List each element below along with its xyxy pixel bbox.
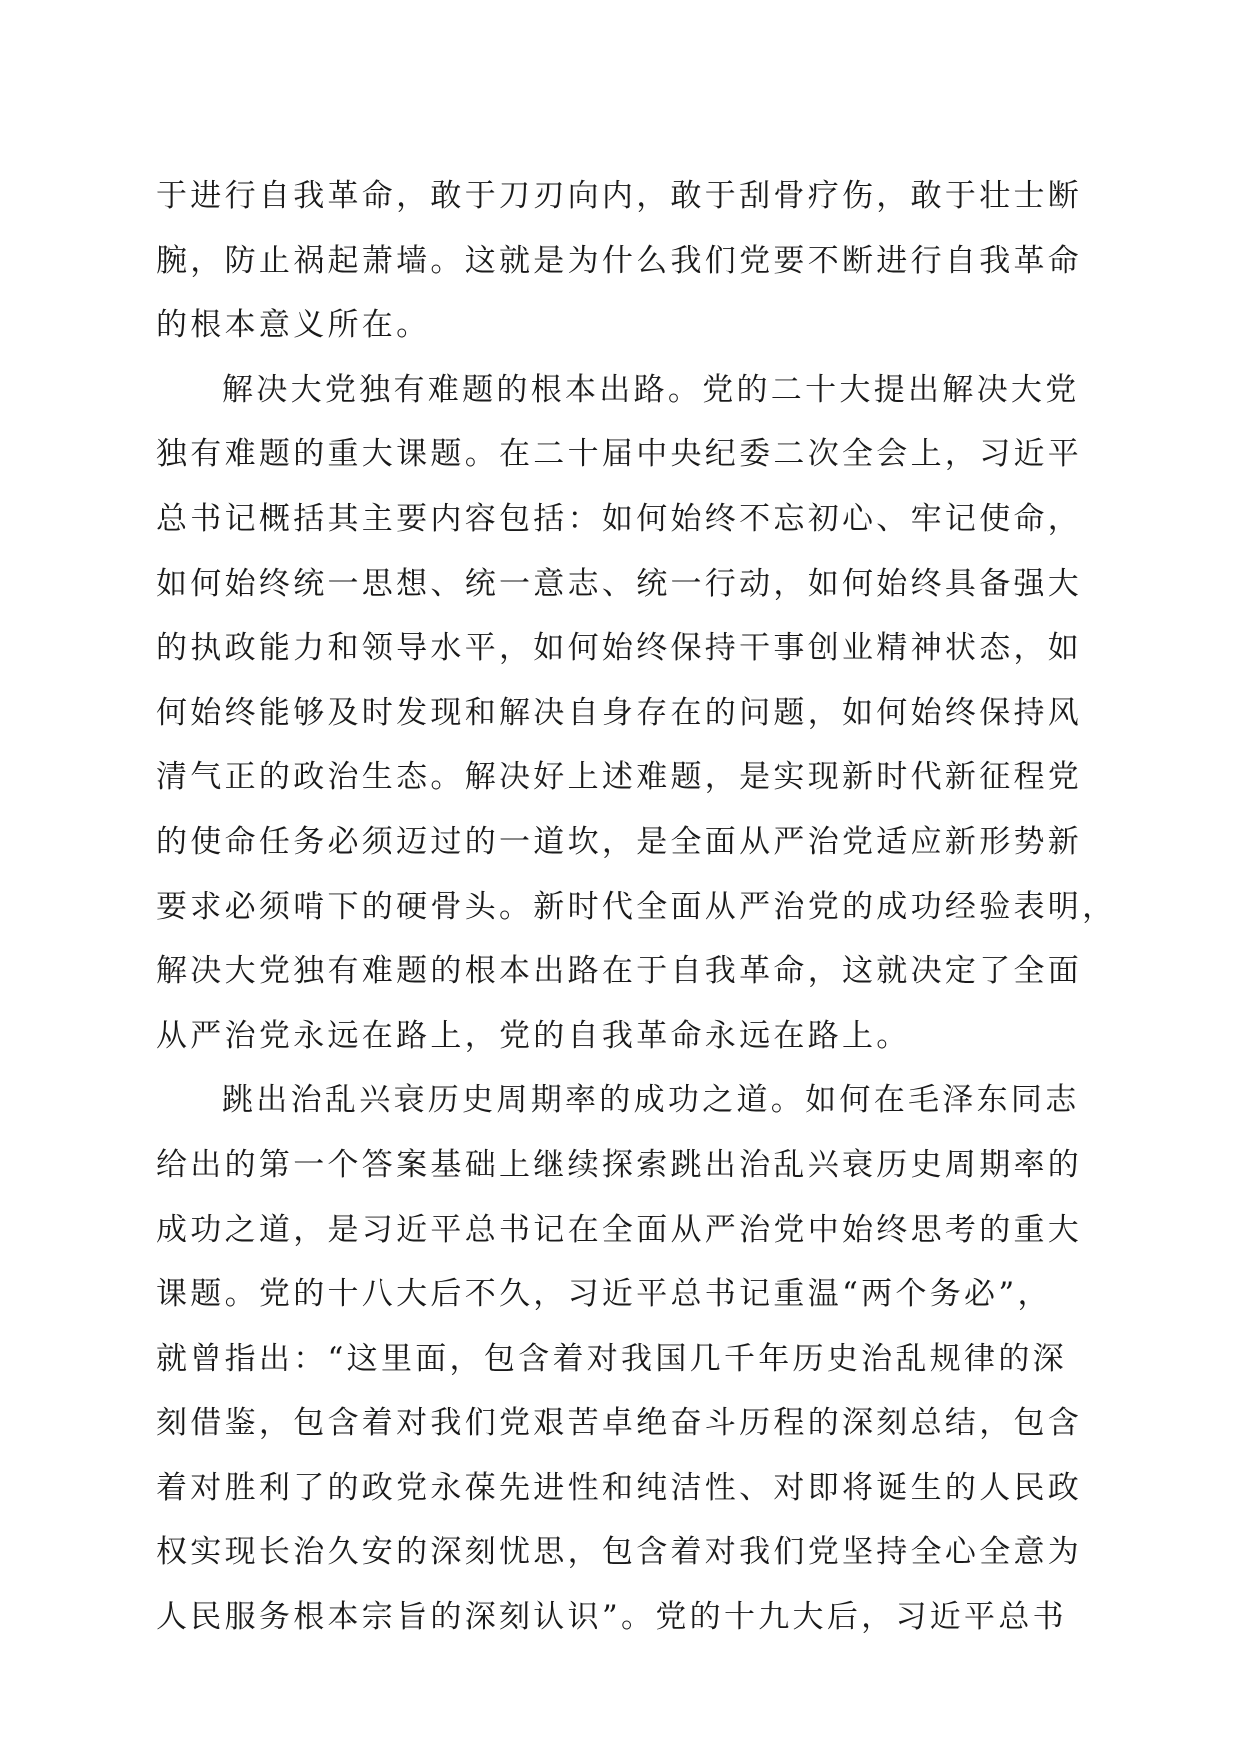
text-line: 总书记概括其主要内容包括：如何始终不忘初心、牢记使命，: [156, 500, 1083, 537]
text-line: 着对胜利了的政党永葆先进性和纯洁性、对即将诞生的人民政: [156, 1469, 1083, 1506]
text-line: 的执政能力和领导水平，如何始终保持干事创业精神状态，如: [156, 630, 1083, 667]
text-line: 给出的第一个答案基础上继续探索跳出治乱兴衰历史周期率的: [156, 1146, 1083, 1183]
paragraph-1: [156, 164, 1086, 358]
text-line: 权实现长治久安的深刻忧思，包含着对我们党坚持全心全意为: [156, 1534, 1083, 1571]
text-line: 腕，防止祸起萧墙。这就是为什么我们党要不断进行自我革命: [156, 242, 1083, 279]
paragraph-3: [156, 1068, 1086, 1649]
text-line: 的根本意义所在。: [156, 307, 431, 344]
paragraph-2: [156, 358, 1117, 1069]
text-line: 要求必须啃下的硬骨头。新时代全面从严治党的成功经验表明，: [156, 888, 1117, 925]
text-line: 解决大党独有难题的根本出路。党的二十大提出解决大党: [222, 371, 1080, 408]
text-line: 的使命任务必须迈过的一道坎，是全面从严治党适应新形势新: [156, 823, 1083, 860]
text-line: 清气正的政治生态。解决好上述难题，是实现新时代新征程党: [156, 759, 1083, 796]
body-text: [156, 164, 1117, 1650]
text-line: 于进行自我革命，敢于刀刃向内，敢于刮骨疗伤，敢于壮士断: [156, 178, 1083, 214]
text-line: 人民服务根本宗旨的深刻认识”。党的十九大后，习近平总书: [156, 1599, 1067, 1636]
text-line: 从严治党永远在路上，党的自我革命永远在路上。: [156, 1017, 911, 1054]
text-line: 课题。党的十八大后不久，习近平总书记重温“两个务必”，: [156, 1276, 1052, 1313]
text-line: 跳出治乱兴衰历史周期率的成功之道。如何在毛泽东同志: [222, 1082, 1080, 1119]
text-line: 何始终能够及时发现和解决自身存在的问题，如何始终保持风: [156, 694, 1083, 731]
text-line: 成功之道，是习近平总书记在全面从严治党中始终思考的重大: [156, 1211, 1083, 1248]
text-line: 解决大党独有难题的根本出路在于自我革命，这就决定了全面: [156, 953, 1083, 990]
text-line: 刻借鉴，包含着对我们党艰苦卓绝奋斗历程的深刻总结，包含: [156, 1405, 1083, 1442]
text-line: 独有难题的重大课题。在二十届中央纪委二次全会上，习近平: [156, 436, 1083, 473]
text-line: 如何始终统一思想、统一意志、统一行动，如何始终具备强大: [156, 565, 1083, 602]
text-line: 就曾指出：“这里面，包含着对我国几千年历史治乱规律的深: [156, 1340, 1067, 1377]
